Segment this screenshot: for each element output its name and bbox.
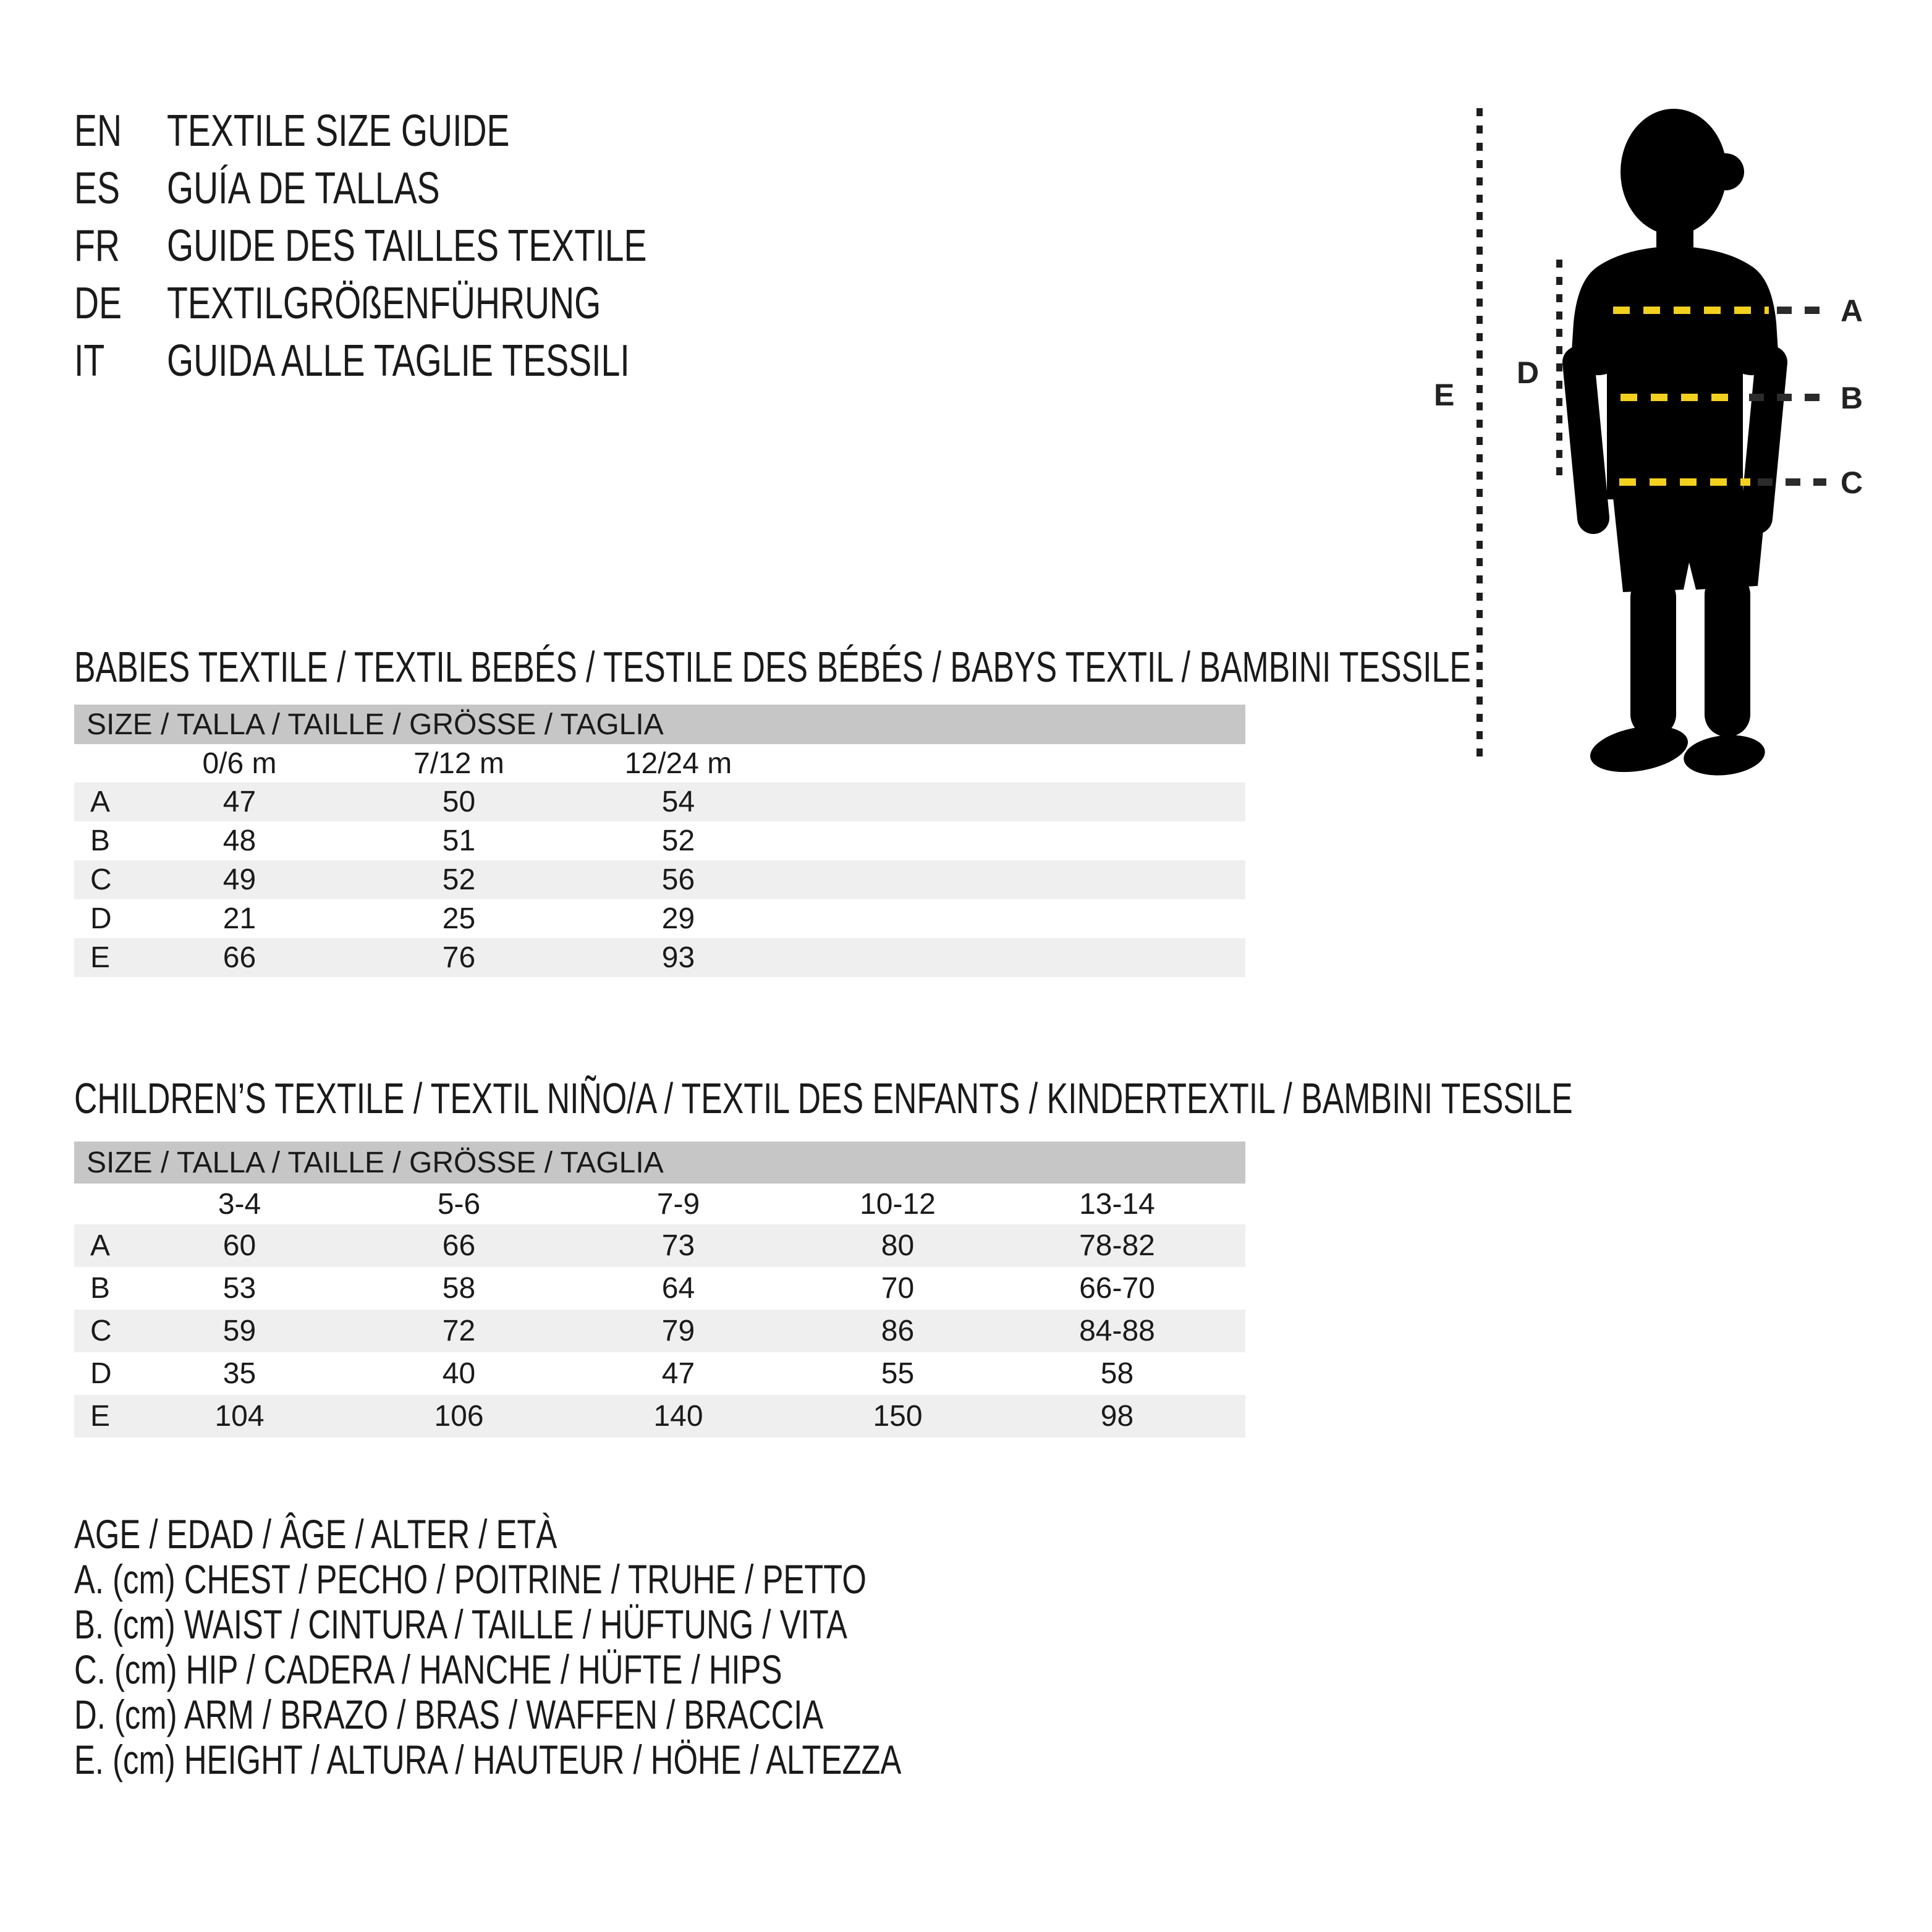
table-row <box>74 1352 1245 1395</box>
cell-value: 49 <box>222 863 256 896</box>
legend-line-chest <box>74 1556 1148 1601</box>
language-title: TEXTILE SIZE GUIDE <box>167 106 510 156</box>
table-row <box>74 1224 1245 1267</box>
row-label: D <box>90 1357 112 1390</box>
table-header-label: SIZE / TALLA / TAILLE / GRÖSSE / TAGLIA <box>87 708 664 741</box>
row-label: A <box>90 1229 111 1262</box>
cell-value: 52 <box>442 863 476 896</box>
row-label: B <box>90 824 111 857</box>
column-header-row <box>74 1184 1245 1224</box>
cell-value: 59 <box>222 1315 256 1347</box>
language-row <box>74 274 790 332</box>
language-row <box>74 159 790 217</box>
cell-value: 40 <box>442 1357 476 1390</box>
measure-label-b: B <box>1841 381 1863 415</box>
language-code: FR <box>74 221 120 271</box>
row-label: A <box>90 786 111 818</box>
cell-value: 70 <box>881 1272 915 1305</box>
measure-label-e: E <box>1434 378 1455 412</box>
language-title: TEXTILGRÖßENFÜHRUNG <box>167 278 601 328</box>
cell-value: 60 <box>222 1229 256 1262</box>
legend-text: C. (cm) HIP / CADERA / HANCHE / HÜFTE / HIPS <box>74 1646 782 1692</box>
legend-text: A. (cm) CHEST / PECHO / POITRINE / TRUHE / PETTO <box>74 1556 866 1602</box>
table-row <box>74 899 1245 938</box>
cell-value: 35 <box>222 1357 256 1390</box>
cell-value: 72 <box>442 1315 476 1347</box>
cell-value: 52 <box>661 824 695 857</box>
legend-text: E. (cm) HEIGHT / ALTURA / HAUTEUR / HÖHE / ALTEZZA <box>74 1736 902 1782</box>
row-label: E <box>90 1400 111 1433</box>
column-header-row <box>74 744 1245 782</box>
cell-value: 66 <box>442 1229 476 1262</box>
cell-value: 21 <box>222 902 256 935</box>
legend-line-height <box>74 1737 1148 1782</box>
children-section-title <box>74 1074 1932 1123</box>
cell-value: 98 <box>1100 1400 1134 1433</box>
table-row <box>74 821 1245 860</box>
cell-value: 56 <box>661 863 695 896</box>
cell-value: 25 <box>442 902 476 935</box>
babies-section-title-text: BABIES TEXTILE / TEXTIL BEBÉS / TESTILE DES BÉBÉS / BABYS TEXTIL / BAMBINI TESSILE <box>74 643 1471 691</box>
cell-value: 84-88 <box>1079 1315 1155 1347</box>
table-row <box>74 1267 1245 1310</box>
measure-label-d: D <box>1517 355 1540 390</box>
language-code: IT <box>74 336 105 386</box>
row-label: E <box>90 941 111 974</box>
table-row <box>74 1395 1245 1438</box>
language-guide <box>74 102 790 389</box>
children-size-table <box>74 1142 1245 1438</box>
measure-label-a: A <box>1841 294 1863 328</box>
column-header: 12/24 m <box>624 747 732 780</box>
language-code: ES <box>74 163 120 213</box>
cell-value: 106 <box>434 1400 484 1433</box>
column-header: 7-9 <box>656 1187 700 1221</box>
legend-line-arm <box>74 1692 1148 1737</box>
column-header: 5-6 <box>437 1187 481 1221</box>
cell-value: 66-70 <box>1079 1272 1155 1305</box>
babies-size-table <box>74 705 1245 977</box>
row-label: C <box>90 1315 112 1347</box>
cell-value: 86 <box>881 1315 915 1347</box>
legend-line-waist <box>74 1601 1148 1646</box>
column-header: 10-12 <box>860 1187 936 1221</box>
children-section-title-text: CHILDREN’S TEXTILE / TEXTIL NIÑO/A / TEXTIL DES ENFANTS / KINDERTEXTIL / BAMBINI TESSILE <box>74 1074 1573 1122</box>
cell-value: 64 <box>661 1272 695 1305</box>
table-row <box>74 860 1245 899</box>
language-row <box>74 332 790 389</box>
language-code: DE <box>74 278 122 328</box>
cell-value: 51 <box>442 824 476 857</box>
measure-label-c: C <box>1841 465 1863 500</box>
cell-value: 66 <box>222 941 256 974</box>
cell-value: 50 <box>442 786 476 818</box>
cell-value: 76 <box>442 941 476 974</box>
cell-value: 58 <box>442 1272 476 1305</box>
cell-value: 48 <box>222 824 256 857</box>
legend-text: AGE / EDAD / ÂGE / ALTER / ETÀ <box>74 1510 557 1557</box>
cell-value: 47 <box>661 1357 695 1390</box>
cell-value: 93 <box>661 941 695 974</box>
legend-text: B. (cm) WAIST / CINTURA / TAILLE / HÜFTUNG / VITA <box>74 1601 847 1647</box>
cell-value: 150 <box>873 1400 923 1433</box>
language-title: GUIDE DES TAILLES TEXTILE <box>167 221 647 271</box>
column-header: 7/12 m <box>413 747 504 780</box>
cell-value: 55 <box>881 1357 915 1390</box>
table-header-bar <box>74 1142 1245 1184</box>
language-row <box>74 217 790 274</box>
table-header-label: SIZE / TALLA / TAILLE / GRÖSSE / TAGLIA <box>87 1146 664 1179</box>
column-header: 3-4 <box>218 1187 261 1221</box>
table-row <box>74 938 1245 977</box>
legend-line-hip <box>74 1646 1148 1692</box>
language-code: EN <box>74 106 122 156</box>
language-title: GUIDA ALLE TAGLIE TESSILI <box>167 336 630 386</box>
cell-value: 104 <box>214 1400 265 1433</box>
table-header-bar <box>74 705 1245 744</box>
cell-value: 47 <box>222 786 256 818</box>
language-row <box>74 102 790 159</box>
row-label: C <box>90 863 112 896</box>
column-header: 0/6 m <box>202 747 277 780</box>
cell-value: 140 <box>653 1400 703 1433</box>
cell-value: 54 <box>661 786 695 818</box>
legend-line-age <box>74 1511 1148 1556</box>
measurement-legend <box>74 1511 1148 1782</box>
legend-text: D. (cm) ARM / BRAZO / BRAS / WAFFEN / BRACCIA <box>74 1691 824 1737</box>
cell-value: 78-82 <box>1079 1229 1155 1262</box>
table-row <box>74 782 1245 821</box>
table-row <box>74 1310 1245 1352</box>
cell-value: 29 <box>661 902 695 935</box>
cell-value: 73 <box>661 1229 695 1262</box>
cell-value: 79 <box>661 1315 695 1347</box>
cell-value: 80 <box>881 1229 915 1262</box>
cell-value: 58 <box>1100 1357 1134 1390</box>
babies-section-title <box>74 642 1932 692</box>
language-title: GUÍA DE TALLAS <box>167 163 440 213</box>
row-label: D <box>90 902 112 935</box>
row-label: B <box>90 1272 111 1305</box>
cell-value: 53 <box>222 1272 256 1305</box>
column-header: 13-14 <box>1079 1187 1155 1221</box>
